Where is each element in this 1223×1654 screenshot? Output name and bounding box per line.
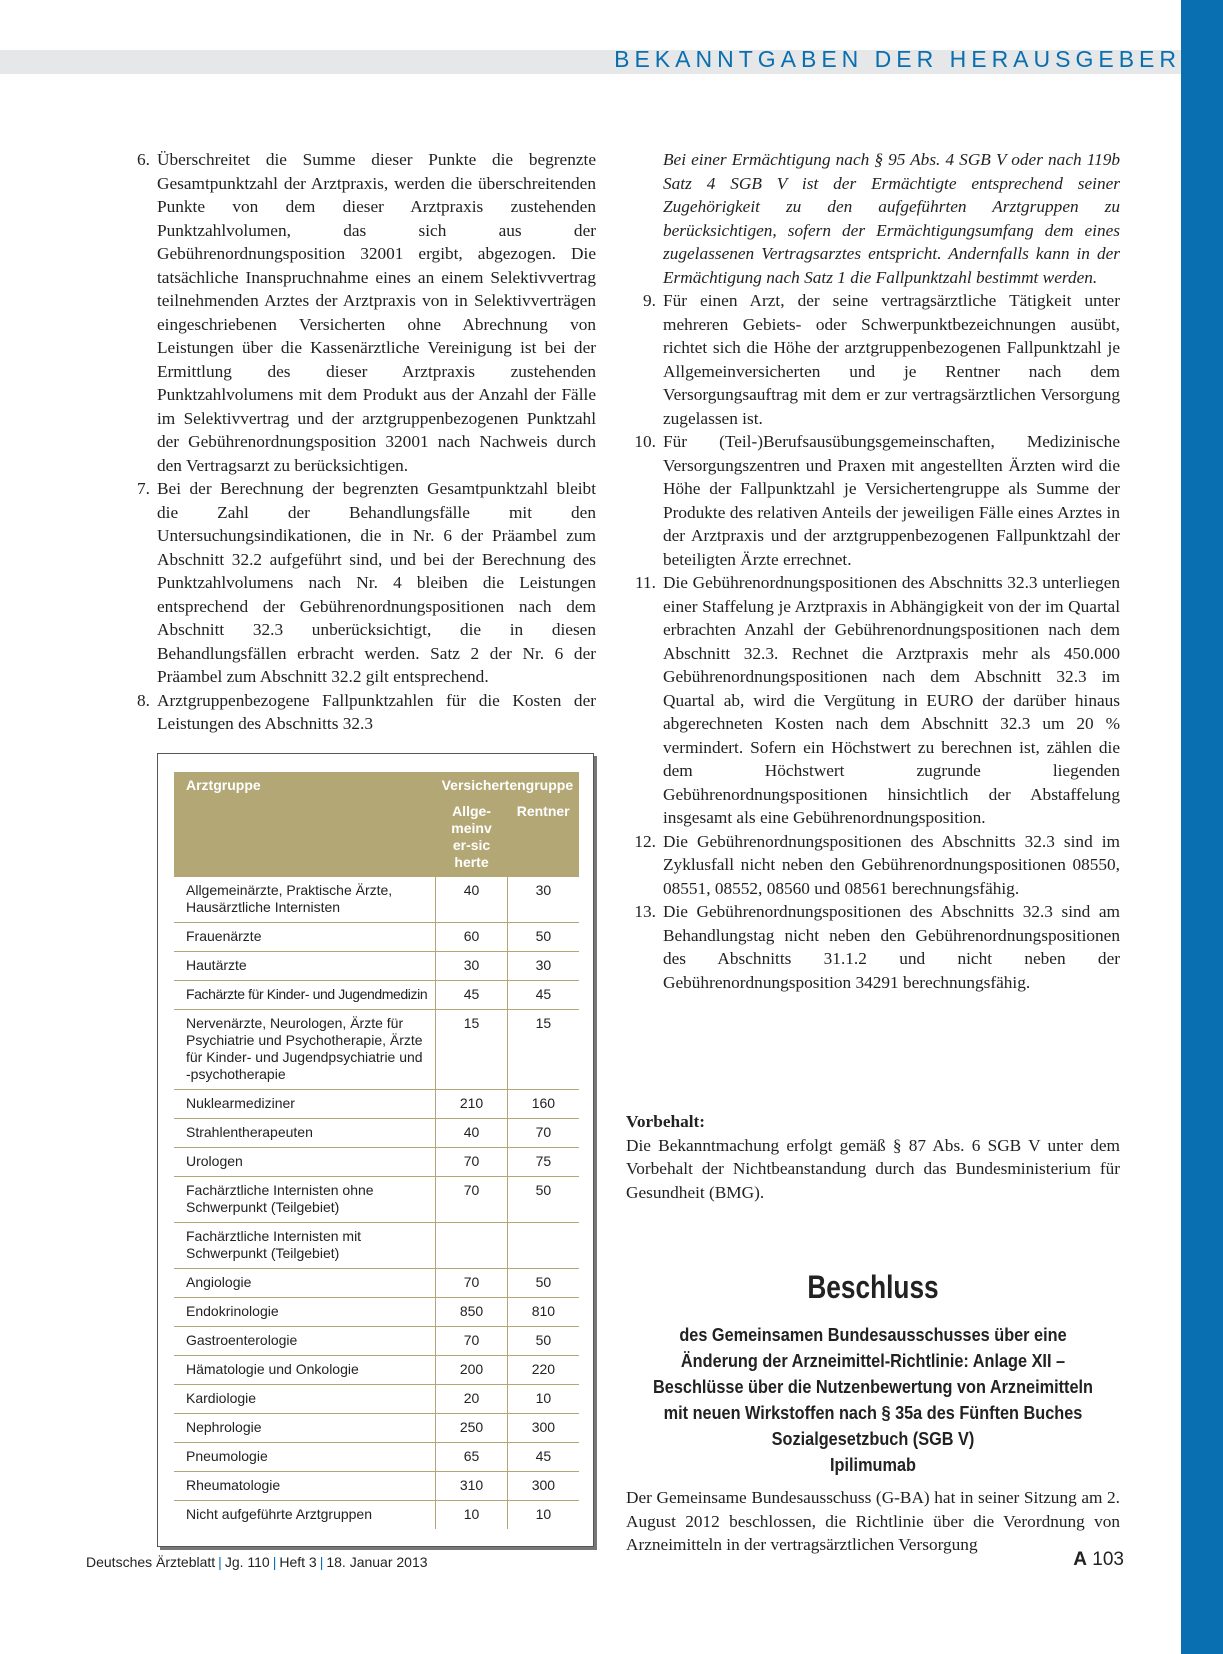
item-text: Die Gebührenordnungspositionen des Abschnitts 32.3 sind im Zyklusfall nicht neben den Gebührenordnungspositionen 08550, 08551, 08552, 08560 und 08561 berechnungsfähig. [663,831,1120,898]
volume: Jg. 110 [224,1554,270,1570]
right-column [626,148,1120,994]
table-row [174,1119,579,1148]
table-row [174,877,579,923]
cell-allgemein: 850 [436,1298,508,1327]
table-row [174,923,579,952]
cell-group: Frauenärzte [174,923,436,952]
list-item: 12. Die Gebührenordnungspositionen des Abschnitts 32.3 sind im Zyklusfall nicht neben den Gebührenordnungspositionen 08550, 08551, 08552, 08560 und 08561 berechnungsfähig. [634,831,1120,898]
table-row [174,1472,579,1501]
cell-group: Hämatologie und Onkologie [174,1356,436,1385]
cell-rentner: 50 [507,1327,579,1356]
list-item: 7. Bei der Berechnung der begrenzten Gesamtpunktzahl bleibt die Zahl der Behandlungsfälle mit den Untersuchungsindikationen, die in Nr. 6 der Präambel zum Abschnitt 32.2 aufgeführt sind, und bei der Berechnung des Punktzahlvolumens nach Nr. 4 bleiben die Leistungen entsprechend der Gebührenordnungspositionen nach dem Abschnitt 32.3 unberücksichtigt, die in diesen Behandlungsfällen erbracht werden. Satz 2 der Nr. 6 der Präambel zum Abschnitt 32.2 gilt entsprechend. [137,479,596,686]
list-item: 10. Für (Teil-)Berufsausübungsgemeinschaften, Medizinische Versorgungszentren und Praxen mit angestellten Ärzten wird die Höhe der Fallpunktzahl je Versichertengruppe als Summe der Produkte des relativen Anteils der jeweiligen Fälle eines Arztes in der Arztpraxis und der arztgruppenbezogenen Fallpunktzahl der beteiligten Ärzte errechnet. [634,432,1120,569]
issue-date: 18. Januar 2013 [326,1554,428,1570]
cell-allgemein: 70 [436,1177,508,1223]
item-text: Bei der Berechnung der begrenzten Gesamtpunktzahl bleibt die Zahl der Behandlungsfälle mit den Untersuchungsindikationen, die in Nr. 6 der Präambel zum Abschnitt 32.2 aufgeführt sind, und bei der Berechnung des Punktzahlvolumens nach Nr. 4 bleiben die Leistungen entsprechend der Gebührenordnungspositionen nach dem Abschnitt 32.3 unberücksichtigt, die in diesen Behandlungsfällen erbracht werden. Satz 2 der Nr. 6 der Präambel zum Abschnitt 32.2 gilt entsprechend. [157,479,596,686]
cell-allgemein: 310 [436,1472,508,1501]
column-header-versichertengruppe: Versichertengruppe [436,772,579,799]
cell-allgemein: 40 [436,1119,508,1148]
item-text: Für einen Arzt, der seine vertragsärztliche Tätigkeit unter mehreren Gebiets- oder Schwerpunktbezeichnungen ausübt, richtet sich die Höhe der arztgruppenbezogenen Fallpunktzahl je Allgemeinversicherten und je Rentner nach dem Versorgungsauftrag mit dem er zur vertragsärztlichen Versorgung zugelassen ist. [663,291,1120,428]
cell-group: Allgemeinärzte, Praktische Ärzte, Hausärztliche Internisten [174,877,436,923]
table-row [174,1501,579,1530]
ermaechtigung-note: Bei einer Ermächtigung nach § 95 Abs. 4 SGB V oder nach 119b Satz 4 SGB V ist der Ermächtigte entsprechend seiner Zugehörigkeit zu den aufgeführten Arztgruppen zu berücksichtigen, sofern der Ermächtigungsumfang dem eines zugelassenen Vertragsarztes entspricht. Andernfalls kann in der Ermächtigung nach Satz 1 die Fallpunktzahl bestimmt werden. [663,150,1120,287]
margin-stripe [1181,0,1223,1654]
cell-group: Gastroenterologie [174,1327,436,1356]
cell-group: Strahlentherapeuten [174,1119,436,1148]
cell-rentner: 45 [507,981,579,1010]
cell-allgemein: 250 [436,1414,508,1443]
cell-allgemein: 210 [436,1090,508,1119]
vorbehalt-text: Die Bekanntmachung erfolgt gemäß § 87 Abs. 6 SGB V unter dem Vorbehalt der Nichtbeanstandung durch das Bundesministerium für Gesundheit (BMG). [626,1135,1120,1202]
cell-rentner: 15 [507,1010,579,1090]
cell-allgemein: 15 [436,1010,508,1090]
cell-rentner: 30 [507,952,579,981]
cell-group: Angiologie [174,1269,436,1298]
list-item: 6. Überschreitet die Summe dieser Punkte die begrenzte Gesamtpunktzahl der Arztpraxis, werden die überschreitenden Punkte von dem dieser Arztpraxis zustehenden Punktzahlvolumen, das sich aus der Gebührenordnungsposition 32001 ergibt, abgezogen. Die tatsächliche Inanspruchnahme eines an einem Selektivvertrag teilnehmenden Arztes der Arztpraxis von in Selektivverträgen eingeschriebenen Versicherten ohne Abrechnung von Leistungen über die Kassenärztliche Vereinigung ist bei der Ermittlung des dieser Arztpraxis zustehenden Punktzahlvolumens mit dem Produkt aus der Anzahl der Fälle im Selektivvertrag und der arztgruppenbezogenen Punktzahl der Gebührenordnungsposition 32001 nach Nachweis durch den Vertragsarzt zu berücksichtigen. [137,150,596,475]
column-header-arztgruppe: Arztgruppe [174,772,436,877]
left-column [120,148,596,736]
table-row [174,1223,579,1269]
cell-rentner: 50 [507,923,579,952]
issue: Heft 3 [279,1554,317,1570]
cell-rentner: 45 [507,1443,579,1472]
table-row [174,1269,579,1298]
table-row [174,1298,579,1327]
cell-rentner: 70 [507,1119,579,1148]
cell-rentner: 10 [507,1501,579,1530]
table-row [174,1385,579,1414]
cell-rentner: 160 [507,1090,579,1119]
list-item: 9. Für einen Arzt, der seine vertragsärztliche Tätigkeit unter mehreren Gebiets- oder Schwerpunktbezeichnungen ausübt, richtet sich die Höhe der arztgruppenbezogenen Fallpunktzahl je Allgemeinversicherten und je Rentner nach dem Versorgungsauftrag mit dem er zur vertragsärztlichen Versorgung zugelassen ist. [643,291,1120,428]
cell-group: Fachärzte für Kinder- und Jugendmedizin [174,981,436,1010]
beschluss-intro: Der Gemeinsame Bundesausschuss (G-BA) hat in seiner Sitzung am 2. August 2012 beschlossen, die Richtlinie über die Verordnung von Arzneimitteln in der vertragsärztlichen Versorgung [626,1488,1120,1554]
cell-group: Nicht aufgeführte Arztgruppen [186,1506,373,1522]
fallpunktzahl-table [174,772,579,1529]
cell-group: Fachärztliche Internisten ohne Schwerpunkt (Teilgebiet) [174,1177,436,1223]
cell-group: Nervenärzte, Neurologen, Ärzte für Psychiatrie und Psychotherapie, Ärzte für Kinder- und Jugendpsychiatrie und -psychotherapie [174,1010,436,1090]
cell-rentner [507,1223,579,1269]
cell-allgemein: 10 [436,1501,508,1530]
cell-rentner: 50 [507,1269,579,1298]
table-row [174,1356,579,1385]
journal-name: Deutsches Ärzteblatt [86,1554,216,1570]
cell-allgemein: 40 [436,877,508,923]
cell-rentner: 50 [507,1177,579,1223]
list-item: 13. Die Gebührenordnungspositionen des Abschnitts 32.3 sind am Behandlungstag nicht neben den Gebührenordnungspositionen des Abschnitts 31.1.2 und nicht neben der Gebührenordnungsposition 34291 berechnungsfähig. [634,902,1120,992]
cell-allgemein: 200 [436,1356,508,1385]
page-number: A 103 [1073,1549,1124,1570]
item-text: Arztgruppenbezogene Fallpunktzahlen für die Kosten der Leistungen des Abschnitts 32.3 [157,690,596,733]
column-header-rentner: Rentner [507,799,579,877]
table-row [174,1010,579,1090]
list-item: 11. Die Gebührenordnungspositionen des Abschnitts 32.3 unterliegen einer Staffelung je Arztpraxis in Abhängigkeit von der im Quartal erbrachten Anzahl der Gebührenordnungspositionen nach dem Abschnitt 32.3. Rechnet die Arztpraxis mehr als 450.000 Gebührenordnungspositionen nach dem Abschnitt 32.3 im Quartal ab, wird die Vergütung in EURO der darüber hinaus abgerechneten Kosten nach dem Abschnitt 32.3 um 20 % vermindert. Sofern ein Höchstwert zu berechnen ist, zählen die dem Höchstwert zugrunde liegenden Gebührenordnungspositionen hinsichtlich der Abstaffelung insgesamt als eine Gebührenordnungsposition. [635,573,1120,827]
cell-group: Rheumatologie [174,1472,436,1501]
table-row [174,952,579,981]
drug-name: Ipilimumab [830,1454,916,1475]
cell-group: Endokrinologie [174,1298,436,1327]
cell-rentner: 810 [507,1298,579,1327]
table-row [174,1090,579,1119]
cell-rentner: 300 [507,1414,579,1443]
footer-citation: Deutsches Ärzteblatt | Jg. 110 | Heft 3 | 18. Januar 2013 [86,1554,428,1570]
item-text: Überschreitet die Summe dieser Punkte die begrenzte Gesamtpunktzahl der Arztpraxis, werden die überschreitenden Punkte von dem dieser Arztpraxis zustehenden Punktzahlvolumen, das sich aus der Gebührenordnungsposition 32001 ergibt, abgezogen. Die tatsächliche Inanspruchnahme eines an einem Selektivvertrag teilnehmenden Arztes der Arztpraxis von in Selektivverträgen eingeschriebenen Versicherten ohne Abrechnung von Leistungen über die Kassenärztliche Vereinigung ist bei der Ermittlung des dieser Arztpraxis zustehenden Punktzahlvolumens mit dem Produkt aus der Anzahl der Fälle im Selektivvertrag und der arztgruppenbezogenen Punktzahl der Gebührenordnungsposition 32001 nach Nachweis durch den Vertragsarzt zu berücksichtigen. [157,150,596,475]
cell-rentner: 300 [507,1472,579,1501]
column-header-allgemeinversicherte: Allge-meinver-sicherte [436,799,508,877]
beschluss-subtitle: des Gemeinsamen Bundesausschusses über eine Änderung der Arzneimittel-Richtlinie: Anlage XII – Beschlüsse über die Nutzenbewertung von Arzneimitteln mit neuen Wirkstoffen nach § 35a des Fünften Buches Sozialgesetzbuch (SGB V) Ipilimumab [647,1322,1099,1478]
table-row [174,981,579,1010]
cell-group: Urologen [174,1148,436,1177]
cell-rentner: 30 [507,877,579,923]
list-item: 8. Arztgruppenbezogene Fallpunktzahlen für die Kosten der Leistungen des Abschnitts 32.3 [137,690,596,733]
cell-allgemein: 20 [436,1385,508,1414]
cell-allgemein: 45 [436,981,508,1010]
vorbehalt-section [626,1110,1120,1204]
table-row [174,1443,579,1472]
vorbehalt-heading: Vorbehalt: [626,1112,706,1131]
item-text: Für (Teil-)Berufsausübungsgemeinschaften, Medizinische Versorgungszentren und Praxen mit angestellten Ärzten wird die Höhe der Fallpunktzahl je Versichertengruppe als Summe der Produkte des relativen Anteils der jeweiligen Fälle eines Arztes in der Arztpraxis und der arztgruppenbezogenen Fallpunktzahl der beteiligten Ärzte errechnet. [663,432,1120,569]
table-row [174,1414,579,1443]
cell-group: Nuklearmediziner [174,1090,436,1119]
cell-rentner: 220 [507,1356,579,1385]
cell-group: Hautärzte [174,952,436,981]
cell-allgemein: 65 [436,1443,508,1472]
cell-group: Pneumologie [174,1443,436,1472]
cell-rentner: 75 [507,1148,579,1177]
item-text: Die Gebührenordnungspositionen des Abschnitts 32.3 unterliegen einer Staffelung je Arztpraxis in Abhängigkeit von der im Quartal erbrachten Anzahl der Gebührenordnungspositionen nach dem Abschnitt 32.3. Rechnet die Arztpraxis mehr als 450.000 Gebührenordnungspositionen nach dem Abschnitt 32.3 im Quartal ab, wird die Vergütung in EURO der darüber hinaus abgerechneten Kosten nach dem Abschnitt 32.3 um 20 % vermindert. Sofern ein Höchstwert zu berechnen ist, zählen die dem Höchstwert zugrunde liegenden Gebührenordnungspositionen hinsichtlich der Abstaffelung insgesamt als eine Gebührenordnungsposition. [663,573,1120,827]
cell-allgemein: 70 [436,1327,508,1356]
table-row [174,1177,579,1223]
cell-group: Nephrologie [174,1414,436,1443]
table-row [174,1148,579,1177]
cell-group: Fachärztliche Internisten mit Schwerpunkt (Teilgebiet) [174,1223,436,1269]
beschluss-title: Beschluss [807,1269,939,1305]
fallpunktzahl-table-box [157,753,594,1547]
cell-allgemein: 70 [436,1269,508,1298]
section-title: BEKANNTGABEN DER HERAUSGEBER [614,46,1181,72]
table-row [174,1327,579,1356]
cell-allgemein: 60 [436,923,508,952]
cell-group: Kardiologie [174,1385,436,1414]
cell-allgemein [436,1223,508,1269]
item-text: Die Gebührenordnungspositionen des Abschnitts 32.3 sind am Behandlungstag nicht neben den Gebührenordnungspositionen des Abschnitts 31.1.2 und nicht neben der Gebührenordnungsposition 34291 berechnungsfähig. [663,902,1120,992]
cell-rentner: 10 [507,1385,579,1414]
cell-allgemein: 70 [436,1148,508,1177]
cell-allgemein: 30 [436,952,508,981]
